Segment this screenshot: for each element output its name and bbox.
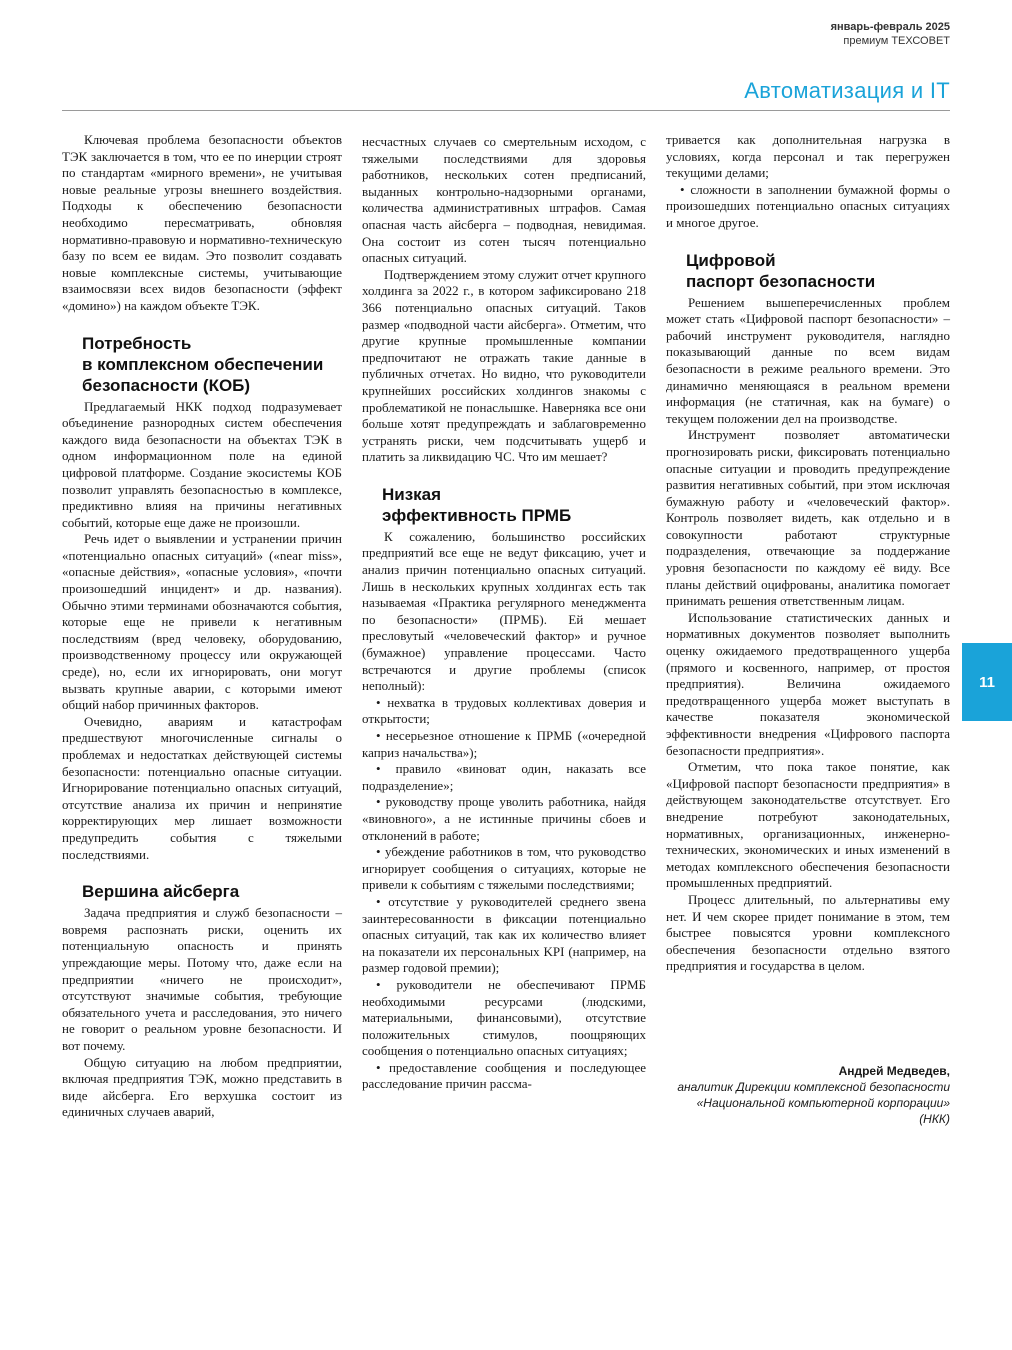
paragraph: Отметим, что пока такое понятие, как «Цифровой паспорт безопасности предприятия» в действующем законодательстве отсутствует. Его внедрение потребуют законодательных, нормативных, организационных, инженерно-технических, экономических и иных изменений в методах комплексного обеспечения безопасности промышленных предприятий. — [666, 759, 950, 891]
issue-info — [831, 20, 950, 48]
bullet-item: • нехватка в трудовых коллективах доверия и открытости; — [362, 694, 646, 727]
paragraph: Предлагаемый НКК подход подразумевает объединение разнородных систем обеспечения каждого вида безопасности на объектах ТЭК в одном информационном поле на единой цифровой платформе. Создание экосистемы КОБ позволит управлять безопасностью в комплексе, предиктивно влияя на причины негативных событий, которые еще даже не произошли. — [62, 398, 342, 530]
issue-date: январь-февраль 2025 — [830, 21, 950, 33]
article-column-3 — [666, 132, 950, 1127]
article-column-1 — [62, 132, 342, 1121]
bullet-item: • отсутствие у руководителей среднего звена заинтересованности в фиксации потенциально опасных ситуаций, так как их количество влияет на показатели их персональных KPI (например, на размер годовой премии); — [362, 893, 646, 976]
paragraph: тривается как дополнительная нагрузка в условиях, когда персонал и так перегружен текущими делами; — [666, 132, 950, 181]
paragraph: Общую ситуацию на любом предприятии, включая предприятия ТЭК, можно представить в виде айсберга. Его верхушка состоит из единичных случаев аварий, — [62, 1054, 342, 1120]
author-position: аналитик Дирекции комплексной безопасности — [677, 1079, 950, 1094]
heading-line: Низкая — [382, 484, 442, 504]
author-name: Андрей Медведев, — [838, 1063, 950, 1078]
bullet-item: • сложности в заполнении бумажной формы о произошедших потенциально опасных ситуациях и многое другое. — [666, 181, 950, 230]
paragraph: Задача предприятия и служб безопасности – вовремя распознать риски, оценить их потенциальную опасность и принять упреждающие меры. Потому что, даже если на предприятии «ничего не происходит», отсутствуют значимые события, требующие обязательного учета и расследования, это ничего не говорит о реальном уровне безопасности. И вот почему. — [62, 905, 342, 1053]
page-number: 11 — [979, 673, 995, 691]
section-heading-prmb — [382, 484, 646, 526]
paragraph: Подтверждением этому служит отчет крупного холдинга за 2022 г., в котором зафиксировано 218 366 потенциально опасных ситуаций. Таков размер «подводной части айсберга». Отметим, что другие крупные промышленные компании предпочитают не отражать такие данные в публичных отчетах. Но видно, что руководители крупнейших российских холдингов знакомы с проблематикой не понаслышке. Наверняка все они больше хотят предупреждать и заблаговременно устранять риски, чем подсчитывать ущерб и платить за ликвидацию ЧС. Что им мешает? — [362, 266, 646, 465]
paragraph: Решением вышеперечисленных проблем может стать «Цифровой паспорт безопасности» – рабочий инструмент руководителя, наглядно показывающий данные по всем видам безопасности в режиме реального времени. Это динамично меняющаяся в реальном времени информация (не статичная, как на бумаге) о текущем положении дел на производстве. — [666, 294, 950, 426]
heading-line: безопасности (КОБ) — [82, 375, 251, 395]
heading-line: Вершина айсберга — [82, 882, 240, 902]
heading-line: Потребность — [82, 333, 192, 353]
paragraph: Очевидно, авариям и катастрофам предшествуют многочисленные сигналы о проблемах и недостатках действующей системы безопасности: потенциально опасные ситуации. Игнорирование потенциально опасных ситуаций, отсутствие анализа их причин и непринятие корректирующих мер лишает возможности предупредить события с тяжелыми последствиями. — [62, 713, 342, 862]
paragraph: Речь идет о выявлении и устранении причин «потенциально опасных ситуаций» («near miss», «опасные действия», «опасные условия», «почти произошедший инцидент» и др. названия). Обычно этими терминами обозначаются события, которые еще не привели к негативным последствиям (вред человеку, оборудованию, производственному процессу или окружающей среде), но, если их игнорировать, они могут вызвать крупные аварии, с которыми имеют общий набор причинных факторов. — [62, 531, 342, 713]
magazine-name: премиум ТЕХСОВЕТ — [843, 35, 950, 47]
bullet-item: • правило «виноват один, наказать все подразделение»; — [362, 761, 646, 793]
paragraph: Инструмент позволяет автоматически прогнозировать риски, фиксировать потенциально опасные ситуации и проводить предупреждение развития негативных событий, при этом исключая бумажную работу и «человеческий фактор». Контроль позволяет видеть, как отдельно и в совокупности работают структурные подразделения, отвечающие за поддержание уровня безопасности по каждому её виду. Все планы действий оцифрованы, аналитика помогает принимать решения ответственным лицам. — [666, 427, 950, 609]
paragraph: несчастных случаев со смертельным исходом, с тяжелыми последствиями для здоровья работников, нескольких сотен предписаний, выданных контрольно-надзорными органами, количества административных штрафов. Самая опасная часть айсберга – подводная, невидимая. Она состоит из сотен тысяч потенциально опасных ситуаций. — [362, 134, 646, 266]
section-heading-kob — [82, 333, 342, 396]
bullet-item: • руководители не обеспечивают ПРМБ необходимыми ресурсами (людскими, материальными, финансовыми), отсутствие положительных стимулов, поощряющих сообщения о потенциально опасных ситуациях; — [362, 976, 646, 1059]
heading-line: эффективность ПРМБ — [382, 505, 572, 525]
page-number-tab — [962, 643, 1012, 721]
author-company: «Национальной компьютерной корпорации» (НКК) — [696, 1095, 950, 1126]
heading-line: Цифровой — [686, 250, 776, 270]
paragraph: Использование статистических данных и нормативных документов позволяет выполнить оценку ожидаемого предотвращенного ущерба (прямого и косвенного, например, от простоя предприятия). Величина ожидаемого предотвращенного ущерба может выступать в качестве показателя экономической эффективности внедрения «Цифрового паспорта безопасности предприятия». — [666, 609, 950, 758]
heading-line: паспорт безопасности — [686, 271, 876, 291]
bullet-item: • предоставление сообщения и последующее расследование причин рассма- — [362, 1059, 646, 1092]
heading-line: в комплексном обеспечении — [82, 354, 324, 374]
section-heading-iceberg — [82, 881, 342, 902]
paragraph: К сожалению, большинство российских предприятий все еще не ведут фиксацию, учет и анализ причин потенциально опасных ситуаций. Лишь в нескольких крупных холдингах есть так называемая «Практика регулярного менеджмента по безопасности» (ПРМБ). Ей мешает пресловутый «человеческий фактор» и ручное (бумажное) управление процессами. Часто встречаются и другие проблемы (список неполный): — [362, 528, 646, 694]
paragraph: Ключевая проблема безопасности объектов ТЭК заключается в том, что ее по инерции строят по стандартам «мирного времени», не учитывая новые реальные угрозы внешнего воздействия. Подходы к обеспечению безопасности необходимо пересматривать, обновляя нормативно-правовую и нормативно-техническую базу по всем ее видам. Это позволит создавать новые комплексные системы, учитывающие взаимосвязи всех видов безопасности (эффект «домино») на каждом объекте ТЭК. — [62, 132, 342, 313]
header-divider — [62, 110, 950, 111]
bullet-item: • руководству проще уволить работника, найдя «виновного», а не истинные причины сбоев и отклонений в работе; — [362, 794, 646, 843]
paragraph: Процесс длительный, по альтернативы ему нет. И чем скорее придет понимание в этом, тем быстрее повысятся уровни комплексного обеспечения безопасности отдельно взятого предприятия и государства в целом. — [666, 891, 950, 974]
article-column-2 — [362, 134, 646, 1093]
bullet-item: • несерьезное отношение к ПРМБ («очередной каприз начальства»); — [362, 728, 646, 760]
section-heading-digital-passport — [686, 250, 950, 292]
section-rubric: Автоматизация и IT — [744, 78, 950, 103]
bullet-item: • убеждение работников в том, что руководство игнорирует сообщения о ситуациях, которые не привели к событиям с тяжелыми последствиями; — [362, 844, 646, 893]
author-signature — [666, 1063, 950, 1127]
